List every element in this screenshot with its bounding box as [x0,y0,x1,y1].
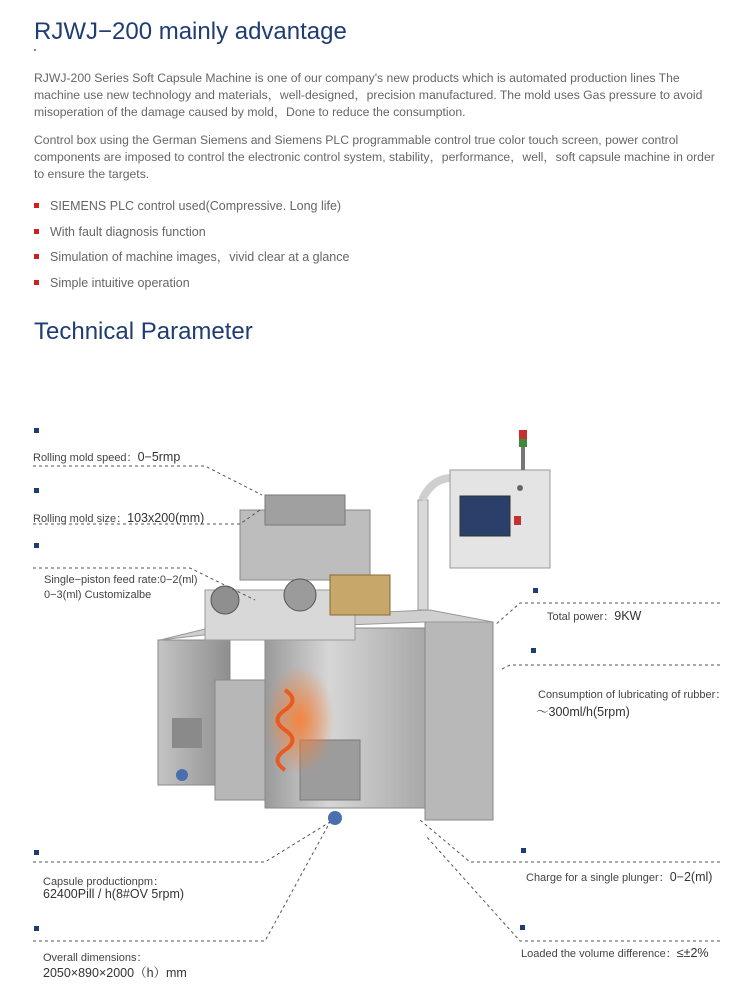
single-plunger-charge [526,869,712,885]
overall-dimensions-value: 2050×890×2000（h）mm [43,966,187,980]
intro-paragraph: RJWJ-200 Series Soft Capsule Machine is one of our company's new products which is automated production lines The machine use new technology and materials，well-designed，precision manufactured. The mold uses Gas pressure to avoid misoperation of the damage caused by mold，Done to reduce the consumption. [34,71,703,119]
technical-title: Technical Parameter [34,318,253,345]
param-marker [34,926,39,931]
control-box-paragraph: Control box using the German Siemens and Siemens PLC programmable control true color touch screen, power control components are imposed to control the electronic control system, stability，performance，well，soft capsule machine in order to ensure the targets. [34,133,715,181]
param-label: Rolling mold speed： [33,452,138,464]
param-marker [34,488,39,493]
capsule-machine-image [158,430,550,825]
param-marker [34,543,39,548]
param-value: 103x200(mm) [127,511,205,525]
param-marker [533,588,538,593]
param-label: Loaded the volume difference： [521,948,677,960]
rolling-mold-speed [33,449,180,465]
param-marker [521,848,526,853]
feed-rate-line-2: 0−3(ml) Customizalbe [44,589,152,601]
param-marker [531,648,536,653]
param-value: 0−5rmp [137,450,181,464]
param-label: Charge for a single plunger： [526,872,670,884]
advantage-title: RJWJ−200 mainly advantage [34,18,347,45]
total-power [547,608,641,624]
param-value: ≤±2% [676,946,709,960]
list-item-text: SIEMENS PLC control used(Compressive. Long life) [50,199,342,213]
param-marker [520,925,525,930]
lubricating-consumption-value: ～300ml/h(5rpm) [536,705,630,719]
overall-dimensions-label: Overall dimensions： [43,952,148,964]
param-label: Rolling mold size： [33,513,128,525]
feed-rate-line-1: Single−piston feed rate:0−2(ml) [44,574,198,586]
param-marker [34,428,39,433]
param-value: 0−2(ml) [669,870,713,884]
list-item-text: With fault diagnosis function [50,224,206,239]
param-marker [34,850,39,855]
list-item-text: Simple intuitive operation [50,275,190,290]
capsule-production-value: 62400Pill / h(8#OV 5rpm) [43,887,185,901]
rolling-mold-size [33,510,204,526]
lubricating-consumption-label: Consumption of lubricating of rubber： [538,689,727,701]
capsule-production-label: Capsule productionpm： [43,876,165,888]
param-value: 9KW [614,609,642,623]
param-label: Total power： [547,611,615,623]
volume-difference [521,945,709,961]
list-item-text: Simulation of machine images，vivid clear at a glance [50,250,350,264]
